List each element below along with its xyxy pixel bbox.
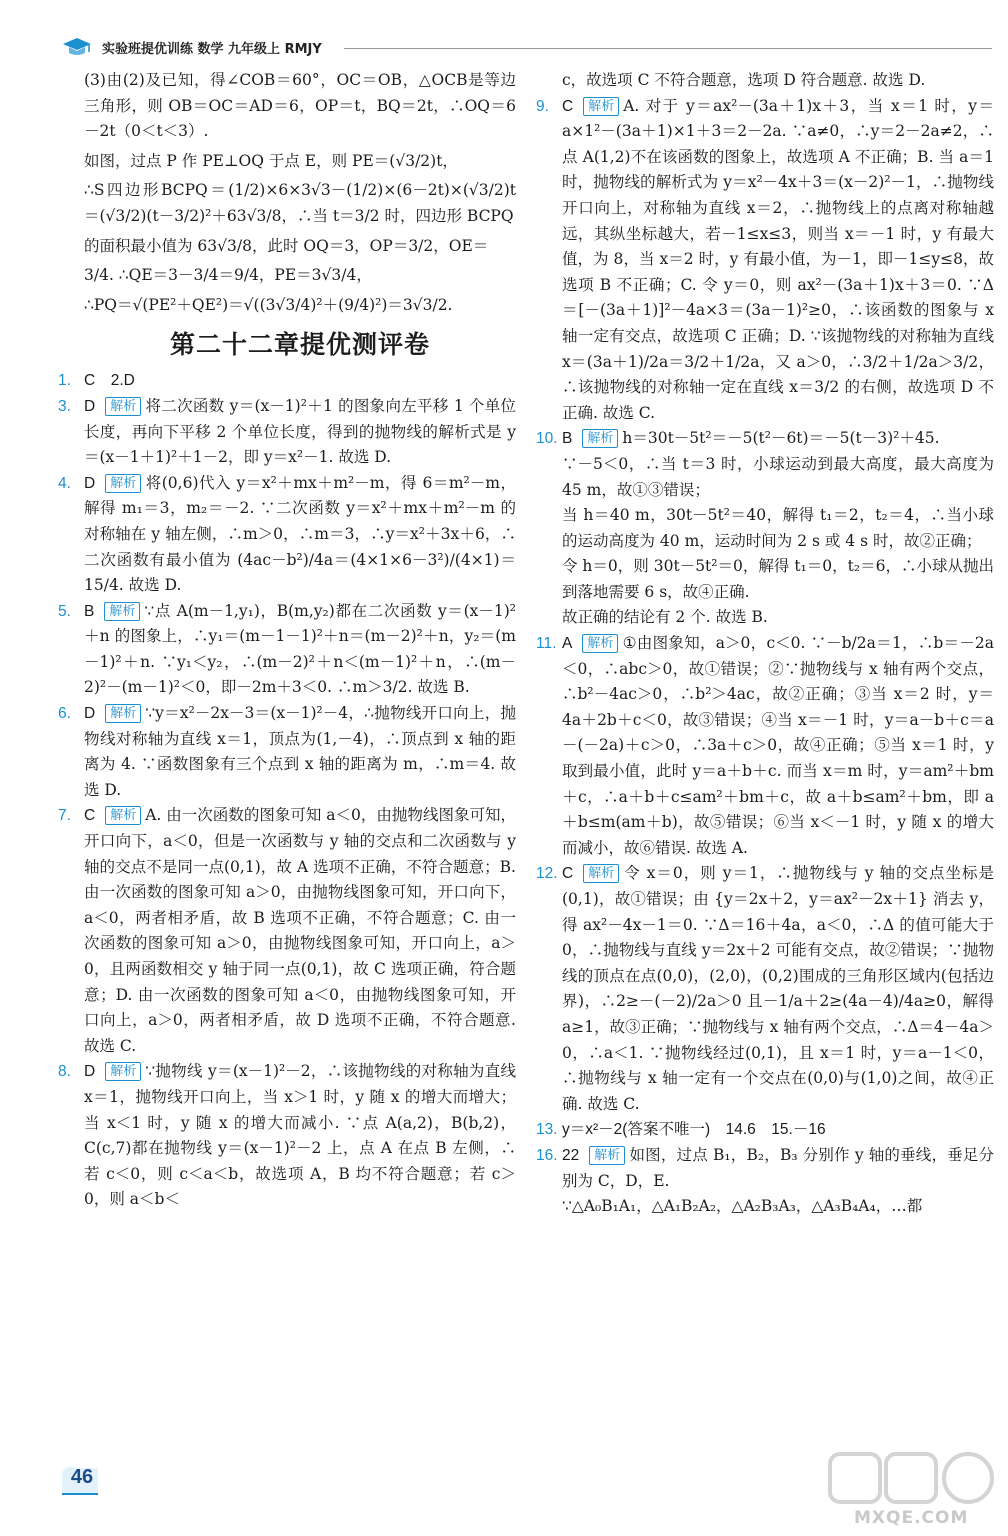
item-extra: 2.D bbox=[110, 372, 135, 390]
analysis-tag: 解析 bbox=[582, 429, 618, 448]
answer-item bbox=[562, 68, 994, 94]
item-answer: C bbox=[84, 807, 96, 825]
item-number: 16. bbox=[536, 1146, 558, 1164]
answer-item bbox=[536, 426, 994, 452]
item-answer: A bbox=[562, 635, 573, 653]
item-number: 1. bbox=[58, 372, 71, 390]
analysis-tag: 解析 bbox=[589, 1146, 625, 1165]
answer-item bbox=[536, 1143, 994, 1194]
item-number: 13. bbox=[536, 1121, 558, 1139]
analysis-tag: 解析 bbox=[105, 806, 141, 825]
answer-item bbox=[536, 1117, 994, 1143]
item-answer: D bbox=[84, 1063, 96, 1081]
analysis-tag: 解析 bbox=[583, 864, 619, 883]
item-line: ∵－5＜0，∴当 t＝3 时，小球运动到最大高度，最大高度为 45 m，故①③错误； bbox=[562, 454, 994, 499]
left-column bbox=[58, 68, 516, 1213]
item-text: 如图，过点 B₁，B₂，B₃ 分别作 y 轴的垂线，垂足分别为 C，D，E. bbox=[562, 1145, 994, 1190]
item-answer: B bbox=[562, 430, 573, 448]
item-line: ∵△A₀B₁A₁，△A₁B₂A₂，△A₂B₃A₃，△A₃B₄A₄，…都 bbox=[562, 1197, 923, 1216]
item-text: ∵抛物线 y＝(x－1)²－2，∴该抛物线的对称轴为直线 x＝1，抛物线开口向上，当 x＞1 时，y 随 x 的增大而增大；当 x＜1 时，y 随 x 的增大而减小. ∵点 A(a,2)，B(b,2)，C(c,7)都在抛物线 y＝(x－1)²－2 上，点 A 在点 B 左侧，∴若 c＜0，则 c＜a＜b，故选项 A，B 均不符合题意；若 c＞0，则 a＜b＜ bbox=[84, 1062, 516, 1209]
answer-item bbox=[58, 471, 516, 599]
answer-item bbox=[58, 701, 516, 803]
analysis-tag: 解析 bbox=[104, 602, 140, 621]
item-line: 当 h＝40 m，30t－5t²＝40，解得 t₁＝2，t₂＝4，∴当小球的运动高度为 40 m，运动时间为 2 s 或 4 s 时，故②正确； bbox=[562, 506, 994, 550]
item-number: 5. bbox=[58, 602, 71, 620]
item-number: 12. bbox=[536, 865, 558, 883]
answer-item bbox=[58, 368, 516, 394]
page-number: 46 bbox=[70, 1466, 94, 1488]
chapter-title: 第二十二章提优测评卷 bbox=[169, 330, 430, 360]
item-answer: D bbox=[84, 397, 96, 415]
analysis-tag: 解析 bbox=[105, 704, 141, 723]
item-text: c，故选项 C 不符合题意，选项 D 符合题意. 故选 D. bbox=[562, 71, 926, 89]
item-text: ∵点 A(m－1,y₁)，B(m,y₂)都在二次函数 y＝(x－1)²＋n 的图象上，∴y₁＝(m－1－1)²＋n＝(m－2)²＋n，y₂＝(m－1)²＋n. ∵y₁＜y₂，∴(m－2)²＋n＜(m－1)²＋n，∴(m－2)²－(m－1)²＜0，即－2m＋3＜0. ∴m＞3/2. 故选 B. bbox=[84, 601, 516, 697]
prev-solution-line: ∴PQ＝√(PE²＋QE²)＝√((3√3/4)²＋(9/4)²)＝3√3/2. bbox=[84, 295, 453, 314]
item-number: 4. bbox=[58, 474, 71, 492]
item-text: 将二次函数 y＝(x－1)²＋1 的图象向左平移 1 个单位长度，再向下平移 2 个单位长度，得到的抛物线的解析式是 y＝(x－1＋1)²＋1－2，即 y＝x²－1. 故选 D. bbox=[84, 396, 516, 467]
prev-solution-line: (3)由(2)及已知，得∠COB＝60°，OC＝OB，△OCB是等边三角形，则 OB＝OC＝AD＝6，OP＝t，BQ＝2t，∴OQ＝6－2t（0＜t＜3）. bbox=[84, 71, 516, 141]
item-line: 令 h＝0，则 30t－5t²＝0，解得 t₁＝0，t₂＝6，∴小球从抛出到落地需要 6 s，故④正确. bbox=[562, 557, 994, 601]
right-column bbox=[536, 68, 994, 1220]
analysis-tag: 解析 bbox=[105, 1062, 141, 1081]
item-number: 7. bbox=[58, 807, 71, 825]
item-text: ①由图象知，a＞0，c＜0. ∵－b/2a＝1，∴b＝－2a＜0，∴abc＞0，故①错误；②∵抛物线与 x 轴有两个交点，∴b²－4ac＞0，∴b²＞4ac，故②正确；③当 x＝2 时，y＝4a＋2b＋c＜0，故③错误；④当 x＝－1 时，y＝a－b＋c＝a－(－2a)＋c＞0，∴3a＋c＞0，故④正确；⑤当 x＝1 时，y 取到最小值，此时 y＝a＋b＋c. 而当 x＝m 时，y＝am²＋bm＋c，∴a＋b＋c≤am²＋bm＋c，故 a＋b≤am²＋bm，即 a＋b≤m(am＋b)，故⑤错误；⑥当 x＜－1 时，y 随 x 的增大而减小，故⑥错误. 故选 A. bbox=[562, 634, 994, 857]
item-number: 11. bbox=[536, 635, 557, 653]
answer-item bbox=[58, 394, 516, 471]
watermark-text: MXQE.COM bbox=[854, 1508, 969, 1528]
item-answer: C bbox=[562, 865, 574, 883]
answer-item bbox=[536, 631, 994, 861]
item-number: 3. bbox=[58, 397, 71, 415]
item-number: 6. bbox=[58, 705, 71, 723]
page-header bbox=[62, 34, 992, 62]
answer-item bbox=[58, 803, 516, 1059]
item-text: A. 对于 y＝ax²－(3a＋1)x＋3，当 x＝1 时，y＝a×1²－(3a＋1)×1＋3＝2－2a. ∵a≠0，∴y＝2－2a≠2，∴点 A(1,2)不在该函数的图象上，故选项 A 不正确；B. 当 a＝1 时，抛物线的解析式为 y＝x²－4x＋3＝(x－2)²－1，∴抛物线开口向上，对称轴为直线 x＝2，∴抛物线上的点离对称轴越远，其纵坐标越大，若－1≤x≤3，则当 x＝－1 时，y 有最大值，为 8，当 x＝2 时，y 有最小值，为－1，即－1≤y≤8，故选项 B 不正确；C. 令 y＝0，则 ax²－(3a＋1)x＋3＝0. ∵Δ＝[－(3a＋1)]²－4a×3＝(3a－1)²≥0，∴该函数的图象与 x 轴一定有交点，故选项 C 正确；D. ∵该抛物线的对称轴为直线 x＝(3a＋1)/2a＝3/2＋1/2a，又 a＞0，∴3/2＋1/2a＞3/2，∴该抛物线的对称轴一定在直线 x＝3/2 的右侧，故选项 D 不正确. 故选 C. bbox=[562, 96, 994, 422]
answer-item bbox=[536, 94, 994, 427]
item-answer: 22 bbox=[562, 1146, 580, 1164]
prev-solution-line: 3/4. ∴QE＝3－3/4＝9/4，PE＝3√3/4， bbox=[84, 266, 372, 285]
prev-solution-line: 如图，过点 P 作 PE⊥OQ 于点 E，则 PE＝(√3/2)t， bbox=[84, 151, 458, 170]
graduation-cap-icon bbox=[62, 36, 92, 58]
item-answer: D bbox=[84, 474, 96, 492]
prev-solution-line: ∴S四边形BCPQ＝(1/2)×6×3√3－(1/2)×(6－2t)×(√3/2)t＝(√3/2)(t－3/2)²＋63√3/8，∴当 t＝3/2 时，四边形 BCPQ bbox=[84, 181, 516, 225]
item-answer: y＝x²－2(答案不唯一) bbox=[562, 1121, 711, 1139]
prev-solution-line: 的面积最小值为 63√3/8，此时 OQ＝3，OP＝3/2，OE＝ bbox=[84, 236, 489, 255]
answer-item bbox=[536, 861, 994, 1117]
item-text: A. 由一次函数的图象可知 a＜0，由抛物线图象可知，开口向下，a＜0，但是一次函数与 y 轴的交点和二次函数与 y 轴的交点不是同一点(0,1)，故 A 选项不正确，不符合题意；B. 由一次函数的图象可知 a＞0，由抛物线图象可知，开口向下，a＜0，两者相矛盾，故 B 选项不正确，不符合题意；C. 由一次函数的图象可知 a＞0，由抛物线图象可知，开口向上，a＞0，且两函数相交 y 轴于同一点(0,1)，故 C 选项正确，符合题意；D. 由一次函数的图象可知 a＜0，由抛物线图象可知，开口向上，a＞0，两者相矛盾，故 D 选项不正确，不符合题意. 故选 C. bbox=[84, 806, 516, 1055]
answer-item bbox=[58, 1059, 516, 1213]
item-text: ∵y＝x²－2x－3＝(x－1)²－4，∴抛物线开口向上，抛物线对称轴为直线 x＝1，顶点为(1,－4)，∴顶点到 x 轴的距离为 4. ∵函数图象有三个点到 x 轴的距离为 m，∴m＝4. 故选 D. bbox=[84, 704, 516, 799]
analysis-tag: 解析 bbox=[105, 474, 141, 493]
item-answer: C bbox=[84, 372, 96, 390]
header-rule bbox=[344, 48, 992, 49]
item-extra: 14.6 15.－16 bbox=[725, 1121, 826, 1139]
analysis-tag: 解析 bbox=[105, 397, 141, 416]
analysis-tag: 解析 bbox=[583, 97, 619, 116]
answer-item bbox=[58, 599, 516, 701]
item-answer: B bbox=[84, 602, 95, 620]
item-number: 8. bbox=[58, 1063, 71, 1081]
item-number: 9. bbox=[536, 97, 549, 115]
item-answer: D bbox=[84, 705, 96, 723]
analysis-tag: 解析 bbox=[582, 634, 618, 653]
book-title: 实验班提优训练 数学 九年级上 RMJY bbox=[102, 42, 322, 57]
item-answer: C bbox=[562, 97, 574, 115]
item-text: 令 x＝0，则 y＝1，∴抛物线与 y 轴的交点坐标是(0,1)，故①错误；由 {y＝2x＋2，y＝ax²－2x＋1} 消去 y，得 ax²－4x－1＝0. ∵Δ＝16＋4a，a＜0，∴Δ 的值可能大于 0，∴抛物线与直线 y＝2x＋2 可能有交点，故②错误；∵抛物线的顶点在点(0,0)，(2,0)，(0,2)围成的三角形区域内(包括边界)，∴2≥－(－2)/2a＞0 且－1/a＋2≥(4a－4)/4a≥0，解得 a≥1，故③正确；∵抛物线与 x 轴有两个交点，∴Δ＝4－4a＞0，∴a＜1. ∵抛物线经过(0,1)，且 x＝1 时，y＝a－1＜0，∴抛物线与 x 轴一定有一个交点在(0,0)与(1,0)之间，故④正确. 故选 C. bbox=[562, 864, 994, 1113]
item-text: h＝30t－5t²＝－5(t²－6t)＝－5(t－3)²＋45. bbox=[622, 429, 940, 448]
item-line: 故正确的结论有 2 个. 故选 B. bbox=[562, 608, 768, 627]
item-number: 10. bbox=[536, 430, 558, 448]
item-text: 将(0,6)代入 y＝x²＋mx＋m²－m，得 6＝m²－m，解得 m₁＝3，m₂＝－2. ∵二次函数 y＝x²＋mx＋m²－m 的对称轴在 y 轴左侧，∴m＞0，∴m＝3，∴y＝x²＋3x＋6，∴二次函数有最小值为 (4ac－b²)/4a＝(4×1×6－3²)/(4×1)＝15/4. 故选 D. bbox=[84, 473, 516, 595]
